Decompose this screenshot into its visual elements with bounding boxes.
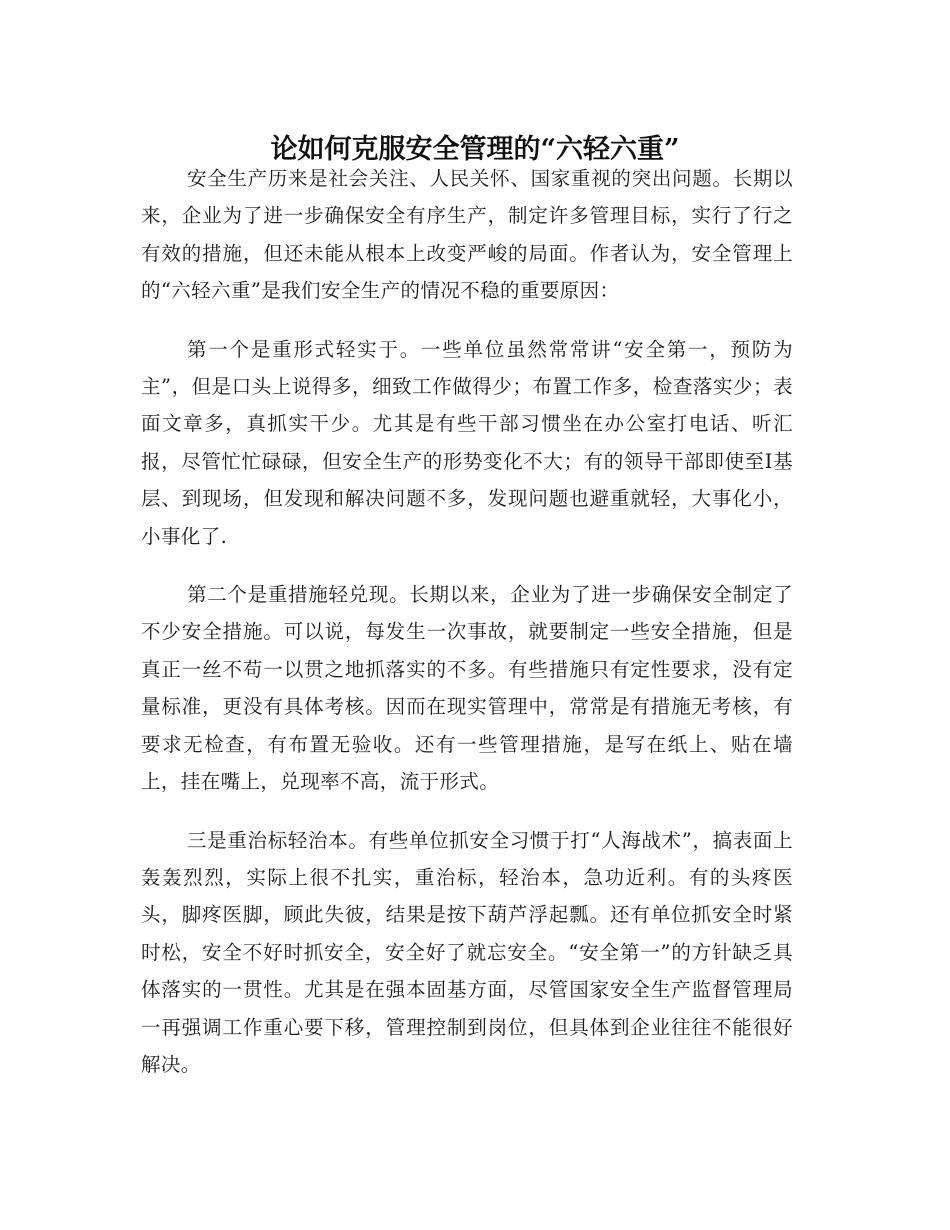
document-body [141,160,793,1104]
paragraph-intro: 安全生产历来是社会关注、人民关怀、国家重视的突出问题。长期以来，企业为了进一步确保安全有序生产，制定许多管理目标，实行了行之有效的措施，但还未能从根本上改变严峻的局面。作者认为，安全管理上的“六轻六重”是我们安全生产的情况不稳的重要原因： [141,167,793,303]
paragraph-third-issue: 三是重治标轻治本。有些单位抓安全习惯于打“人海战术”，搞表面上轰轰烈烈，实际上很不扎实，重治标，轻治本，急功近利。有的头疼医头，脚疼医脚，顾此失彼，结果是按下葫芦浮起瓢。还有单位抓安全时紧时松，安全不好时抓安全，安全好了就忘安全。“安全第一”的方针缺乏具体落实的一贯性。尤其是在强本固基方面，尽管国家安全生产监督管理局一再强调工作重心要下移，管理控制到岗位，但具体到企业往往不能很好解决。 [141,828,793,1076]
paragraph-second-issue: 第二个是重措施轻兑现。长期以来，企业为了进一步确保安全制定了不少安全措施。可以说，每发生一次事故，就要制定一些安全措施，但是真正一丝不苟一以贯之地抓落实的不多。有些措施只有定性要求，没有定量标准，更没有具体考核。因而在现实管理中，常常是有措施无考核，有要求无检查，有布置无验收。还有一些管理措施，是写在纸上、贴在墙上，挂在嘴上，兑现率不高，流于形式。 [141,583,793,794]
paragraph-first-issue: 第一个是重形式轻实于。一些单位虽然常常讲“安全第一，预防为主”，但是口头上说得多，细致工作做得少；布置工作多，检查落实少；表面文章多，真抓实干少。尤其是有些干部习惯坐在办公室打电话、听汇报，尽管忙忙碌碌，但安全生产的形势变化不大；有的领导干部即使至I基层、到现场，但发现和解决问题不多，发现问题也避重就轻，大事化小，小事化了. [141,337,793,548]
document-title: 论如何克服安全管理的“六轻六重” [270,134,680,166]
